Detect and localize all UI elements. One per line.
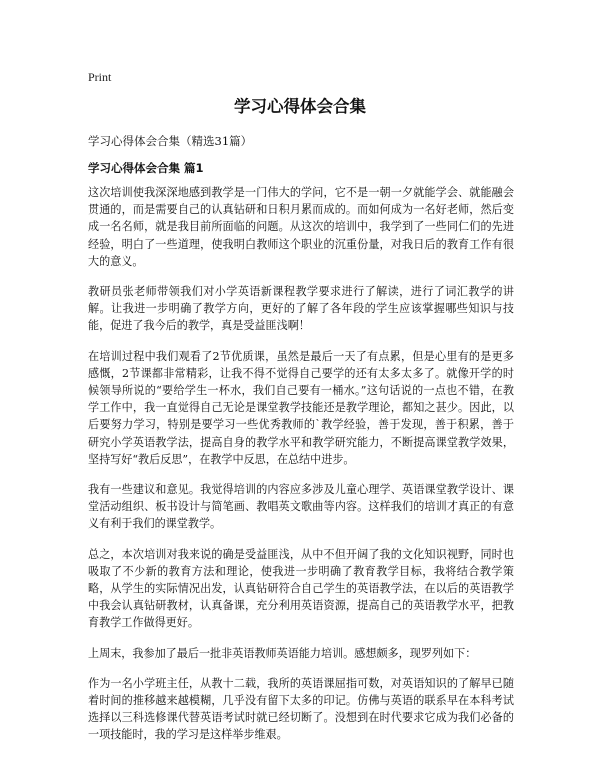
paragraph-7: 作为一名小学班主任，从教十二载，我所的英语课屈指可数，对英语知识的了解早已随着时间的推移越来越模糊，几乎没有留下太多的印记。仿佛与英语的联系早在本科考试选择以三科选修课代替英语考试时就已经切断了。没想到在时代要求它成为我们必备的一项技能时，我的学习是这样举步维艰。 [88,676,514,742]
paragraph-3: 在培训过程中我们观看了2节优质课，虽然是最后一天了有点累，但是心里有的是更多感慨，2节课都非常精彩，让我不得不觉得自己要学的还有太多太多了。就像开学的时候领导所说的“要给学生一杯水，我们自己要有一桶水。”这句话说的一点也不错，在教学工作中，我一直觉得自己无论是课堂教学技能还是教学理论，都知之甚少。因此，以后要努力学习，特别是要学习一些优秀教师的`教学经验，善于发现，善于积累，善于研究小学英语教学法，提高自身的教学水平和教学研究能力，不断提高课堂教学效果，坚持写好“教后反思”，在教学中反思，在总结中进步。 [88,349,514,466]
document-title: 学习心得体会合集 [234,97,366,116]
paragraph-2: 教研员张老师带领我们对小学英语新课程教学要求进行了解读，进行了词汇教学的讲解。让我进一步明确了教学方向，更好的了解了各年段的学生应该掌握哪些知识与技能，促进了我今后的教学，真是受益匪浅啊！ [88,285,514,333]
section-heading: 学习心得体会合集 篇1 [88,161,204,175]
paragraph-4: 我有一些建议和意见。我觉得培训的内容应多涉及儿童心理学、英语课堂教学设计、课堂活动组织、板书设计与简笔画、教唱英文歌曲等内容。这样我们的培训才真正的有意义有利于我们的课堂教学。 [88,483,514,531]
print-link[interactable]: Print [88,70,112,84]
document-subtitle: 学习心得体会合集（精选31篇） [88,134,253,148]
article-body [88,184,514,757]
paragraph-5: 总之，本次培训对我来说的确是受益匪浅，从中不但开阔了我的文化知识视野，同时也吸取了不少新的教育方法和理论，使我进一步明确了教育教学目标，我将结合教学策略，从学生的实际情况出发，认真钻研符合自己学生的英语教学法，在以后的英语教学中我会认真钻研教材，认真备课，充分利用英语资源，提高自己的英语教学水平，把教育教学工作做得更好。 [88,547,514,630]
paragraph-6: 上周末，我参加了最后一批非英语教师英语能力培训。感想颇多，现罗列如下： [88,646,477,660]
paragraph-1: 这次培训使我深深地感到教学是一门伟大的学问，它不是一朝一夕就能学会、就能融会贯通的，而是需要自己的认真钻研和日积月累而成的。而如何成为一名好老师，然后变成一名名师，就是我目前所面临的问题。从这次的培训中，我学到了一些同仁们的先进经验，明白了一些道理，使我明白教师这个职业的沉重份量，对我日后的教育工作有很大的意义。 [88,186,514,268]
